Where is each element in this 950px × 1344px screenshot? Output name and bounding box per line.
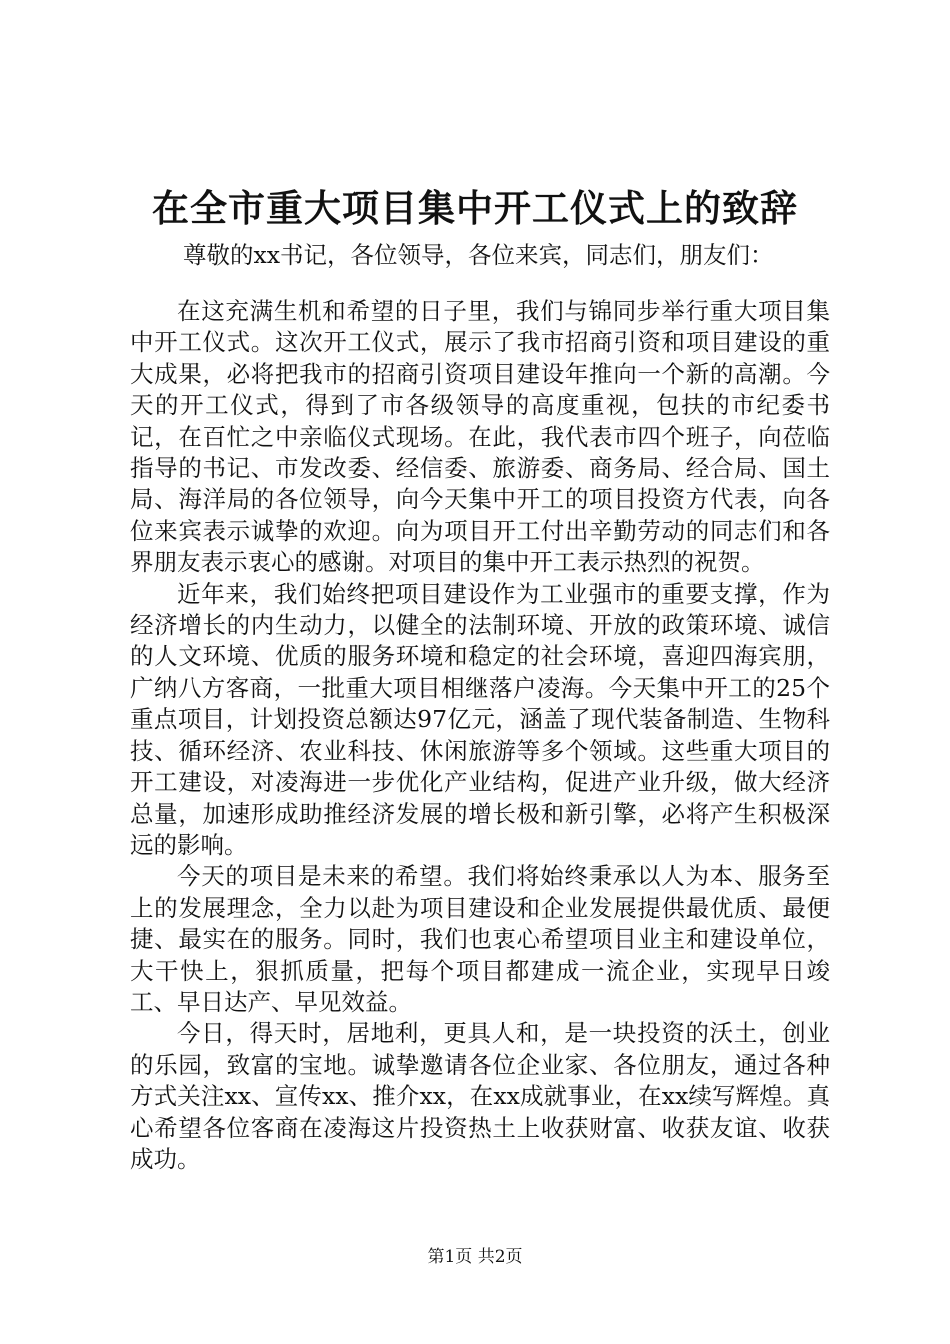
page-footer: 第1页 共2页 (427, 1247, 523, 1267)
paragraph: 近年来，我们始终把项目建设作为工业强市的重要支撑，作为经济增长的内生动力，以健全的法制环境、开放的政策环境、诚信的人文环境、优质的服务环境和稳定的社会环境，喜迎四海宾朋，广纳八方客商，一批重大项目相继落户凌海。今天集中开工的25个重点项目，计划投资总额达97亿元，涵盖了现代装备制造、生物科技、循环经济、农业科技、休闲旅游等多个领域。这些重大项目的开工建设，对凌海进一步优化产业结构，促进产业升级，做大经济总量，加速形成助推经济发展的增长极和新引擎，必将产生积极深远的影响。 (130, 579, 830, 859)
paragraph: 今天的项目是未来的希望。我们将始终秉承以人为本、服务至上的发展理念，全力以赴为项目建设和企业发展提供最优质、最便捷、最实在的服务。同时，我们也衷心希望项目业主和建设单位，大干快上，狠抓质量，把每个项目都建成一流企业，实现早日竣工、早日达产、早见效益。 (130, 862, 830, 1016)
paragraph: 在这充满生机和希望的日子里，我们与锦同步举行重大项目集中开工仪式。这次开工仪式，展示了我市招商引资和项目建设的重大成果，必将把我市的招商引资项目建设年推向一个新的高潮。今天的开工仪式，得到了市各级领导的高度重视，包扶的市纪委书记，在百忙之中亲临仪式现场。在此，我代表市四个班子，向莅临指导的书记、市发改委、经信委、旅游委、商务局、经合局、国土局、海洋局的各位领导，向今天集中开工的项目投资方代表，向各位来宾表示诚挚的欢迎。向为项目开工付出辛勤劳动的同志们和各界朋友表示衷心的感谢。对项目的集中开工表示热烈的祝贺。 (130, 297, 830, 577)
paragraph: 今日，得天时，居地利，更具人和，是一块投资的沃土，创业的乐园，致富的宝地。诚挚邀请各位企业家、各位朋友，通过各种方式关注xx、宣传xx、推介xx，在xx成就事业，在xx续写辉煌。真心希望各位客商在凌海这片投资热土上收获财富、收获友谊、收获成功。 (130, 1019, 830, 1173)
document-body (130, 296, 830, 1175)
document-title: 在全市重大项目集中开工仪式上的致辞 (152, 186, 798, 230)
salutation: 尊敬的xx书记，各位领导，各位来宾，同志们，朋友们： (183, 241, 774, 269)
